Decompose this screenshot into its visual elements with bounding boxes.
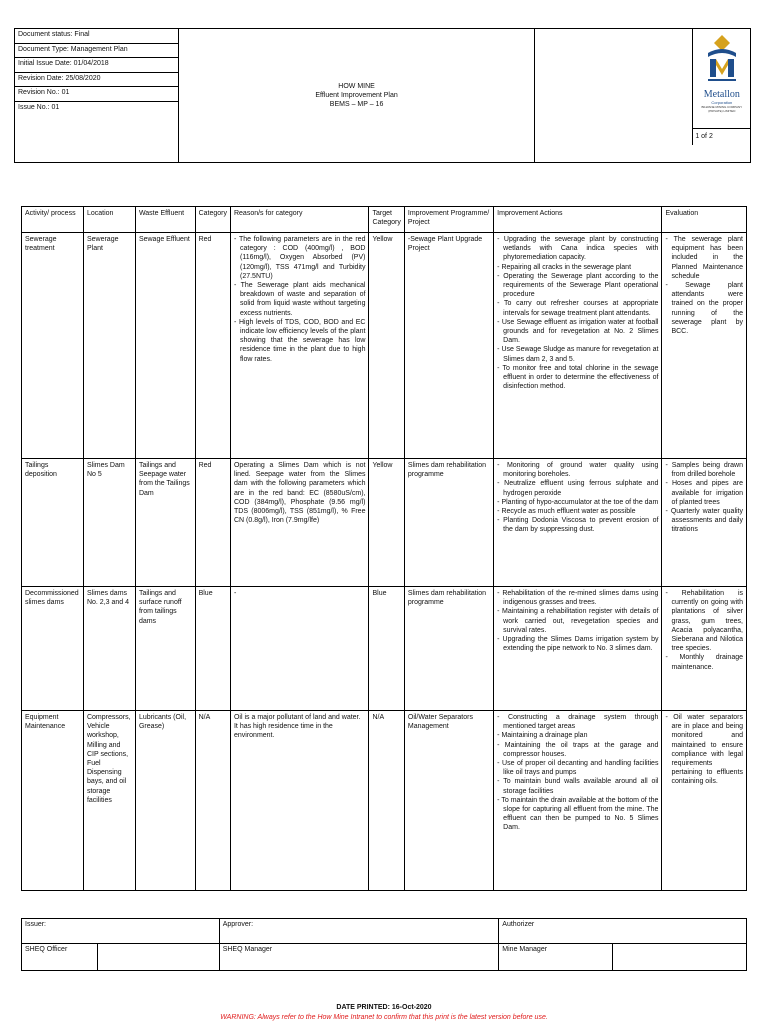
evaluation-cell [662, 233, 747, 459]
reasons-cell [230, 233, 368, 459]
col-location: Location [83, 207, 135, 233]
action-item: - Use of proper oil decanting and handling facilities like oil trays and pumps [497, 759, 658, 777]
action-item: - Use Sewage Sludge as manure for revegetation at Slimes dam 2, 3 and 5. [497, 345, 658, 363]
action-item: - To monitor free and total chlorine in the sewage effluent in order to determine the effectiveness of disinfection method. [497, 364, 658, 392]
action-item: - Neutralize effluent using ferrous sulphate and hydrogen peroxide [497, 479, 658, 497]
actions-cell [494, 233, 662, 459]
initial-issue-date: Initial Issue Date: 01/04/2018 [15, 58, 179, 73]
metallon-logo-icon [700, 33, 744, 91]
action-item: - Use Sewage effluent as irrigation water at football grounds and for revegetation at No. 2 Slimes Dam. [497, 318, 658, 346]
location-cell: Slimes dams No. 2,3 and 4 [83, 587, 135, 711]
revision-no: Revision No.: 01 [15, 87, 179, 102]
col-reasons: Reason/s for category [230, 207, 368, 233]
category-cell: Red [195, 233, 230, 459]
document-type: Document Type: Management Plan [15, 43, 179, 58]
issuer-role: SHEQ Officer [22, 944, 98, 971]
target-cell: Yellow [369, 459, 404, 587]
actions-cell [494, 711, 662, 891]
authorizer-label: Authorizer [499, 919, 747, 944]
version-warning: WARNING: Always refer to the How Mine Intranet to confirm that this print is the latest version before use. [220, 1014, 548, 1021]
document-title [178, 29, 535, 163]
document-status: Document status: Final [15, 29, 179, 44]
activity-cell: Decommissioned slimes dams [22, 587, 84, 711]
col-activity: Activity/ process [22, 207, 84, 233]
evaluation-item: - The sewerage plant equipment has been included in the Planned Maintenance schedule [665, 235, 743, 281]
evaluation-item: - Samples being drawn from drilled borehole [665, 461, 743, 479]
action-item: - Operating the Sewerage plant according to the requirements of the Sewerage Plant operational procedure [497, 272, 658, 300]
action-item: - Maintaining a rehabilitation register with details of work carried out, revegetation species and survival rates. [497, 607, 658, 635]
location-cell: Slimes Dam No 5 [83, 459, 135, 587]
reasons-cell: Oil is a major pollutant of land and water. It has high residence time in the environment. [230, 711, 368, 891]
evaluation-item: - Oil water separators are in place and being monitored and maintained to ensure compliance with legal requirements pertaining to effluents containing oils. [665, 713, 743, 787]
authorizer-role: Mine Manager [499, 944, 613, 971]
issuer-label: Issuer: [22, 919, 220, 944]
reasons-cell: - [230, 587, 368, 711]
category-cell: N/A [195, 711, 230, 891]
document-header [14, 28, 751, 163]
issue-no: Issue No.: 01 [15, 101, 179, 162]
action-item: - To maintain the drain available at the bottom of the slope for capturing all effluent from the mine. The effluent can then be pumped to No. 5 Slimes Dam. [497, 796, 658, 833]
logo-area [535, 29, 751, 163]
action-item: - To carry out refresher courses at appropriate intervals for sewage treatment plant attendants. [497, 299, 658, 317]
action-item: - Planting of hypo-accumulator at the toe of the dam [497, 498, 658, 507]
plan-code: BEMS – MP – 16 [329, 100, 384, 108]
logo-sub: Corporation [711, 100, 733, 105]
location-cell: Sewerage Plant [83, 233, 135, 459]
action-item: - Upgrading the sewerage plant by constructing wetlands with Cana indica species with phytoremediation capacity. [497, 235, 658, 263]
logo-company: BILWANE MINING COMPANY (PRIVATE) LIMITED [701, 105, 743, 113]
evaluation-item: - Rehabilitation is currently on going with plantations of silver grass, gum trees, Acacia polyacantha, Sieberana and Nilotica tree species. [665, 589, 743, 653]
evaluation-cell [662, 459, 747, 587]
action-item: - Constructing a drainage system through mentioned target areas [497, 713, 658, 731]
action-item: - Repairing all cracks in the sewerage plant [497, 263, 658, 272]
action-item: - Recycle as much effluent water as possible [497, 507, 658, 516]
evaluation-item: - Quarterly water quality assessments and daily titrations [665, 507, 743, 535]
activity-cell: Tailings deposition [22, 459, 84, 587]
evaluation-item: - Monthly drainage maintenance. [665, 653, 743, 671]
action-item: - Maintaining the oil traps at the garage and compressor houses. [497, 741, 658, 759]
reason-item: - The following parameters are in the red category : COD (400mg/l) , BOD (116mg/l), Oxygen Absorbed (PV) (120mg/l), TSS 471mg/l and Turbidity (27.5NTU) [234, 235, 365, 281]
actions-cell [494, 459, 662, 587]
programme-cell: Oil/Water Separators Management [404, 711, 493, 891]
date-printed: DATE PRINTED: 16-Oct-2020 [336, 1004, 432, 1011]
waste-cell: Sewage Effluent [135, 233, 195, 459]
target-cell: Blue [369, 587, 404, 711]
programme-cell: Slimes dam rehabilitation programme [404, 587, 493, 711]
action-item: - Monitoring of ground water quality using monitoring boreholes. [497, 461, 658, 479]
approver-label: Approver: [219, 919, 499, 944]
table-row [22, 459, 747, 587]
evaluation-item: - Hoses and pipes are available for irrigation of planted trees [665, 479, 743, 507]
action-item: - Planting Dodonia Viscosa to prevent erosion of the dam by suppressing dust. [497, 516, 658, 534]
logo-box [692, 29, 750, 145]
table-header-row [22, 207, 747, 233]
category-cell: Red [195, 459, 230, 587]
col-target-category: Target Category [369, 207, 404, 233]
revision-date: Revision Date: 25/08/2020 [15, 72, 179, 87]
logo-name: Metallon [703, 89, 740, 100]
col-evaluation: Evaluation [662, 207, 747, 233]
location-cell: Compressors, Vehicle workshop, Milling and CIP sections, Fuel Dispensing bays, and oil storage facilities [83, 711, 135, 891]
action-item: - Upgrading the Slimes Dams irrigation system by extending the pipe network to No. 3 slimes dam. [497, 635, 658, 653]
programme-cell: -Sewage Plant Upgrade Project [404, 233, 493, 459]
effluent-improvement-table [21, 206, 747, 891]
action-item: - Maintaining a drainage plan [497, 731, 658, 740]
table-row [22, 587, 747, 711]
waste-cell: Lubricants (Oil, Grease) [135, 711, 195, 891]
action-item: - Rehabilitation of the re-mined slimes dams using indigenous grasses and trees. [497, 589, 658, 607]
target-cell: N/A [369, 711, 404, 891]
approver-role: SHEQ Manager [219, 944, 499, 971]
target-cell: Yellow [369, 233, 404, 459]
signoff-table [21, 918, 747, 971]
reason-item: - High levels of TDS, COD, BOD and EC indicate low efficiency levels of the plant showing that the sewerage has low residence time in the plant due to high flow rates. [234, 318, 365, 364]
mine-name: HOW MINE [338, 82, 375, 90]
col-improvement-actions: Improvement Actions [494, 207, 662, 233]
page-number: 1 of 2 [693, 128, 750, 145]
evaluation-cell [662, 587, 747, 711]
waste-cell: Tailings and Seepage water from the Tailings Dam [135, 459, 195, 587]
waste-cell: Tailings and surface runoff from tailings dams [135, 587, 195, 711]
activity-cell: Sewerage treatment [22, 233, 84, 459]
plan-name: Effluent Improvement Plan [315, 91, 398, 99]
actions-cell [494, 587, 662, 711]
programme-cell: Slimes dam rehabilitation programme [404, 459, 493, 587]
category-cell: Blue [195, 587, 230, 711]
authorizer-signature [613, 944, 747, 971]
col-waste-effluent: Waste Effluent [135, 207, 195, 233]
reason-item: - The Sewerage plant aids mechanical breakdown of waste and separation of solid from liquid waste without targeting excess nutrients. [234, 281, 365, 318]
action-item: - To maintain bund walls available around all oil storage facilities [497, 777, 658, 795]
table-row [22, 711, 747, 891]
table-row [22, 233, 747, 459]
evaluation-item: - Sewage plant attendants were trained on the proper running of the sewerage plant by BCC. [665, 281, 743, 336]
reasons-cell: Operating a Slimes Dam which is not lined. Seepage water from the Slimes dam with the following parameters which are in the red band: EC (8580uS/cm), COD (384mg/l), Phosphate (9.56 mg/l) TDS (8006mg/l), TSS (851mg/l), % Free CN (0.8g/l), Iron (7.9mg/lfe) [230, 459, 368, 587]
col-improvement-programme: Improvement Programme/ Project [404, 207, 493, 233]
col-category: Category [195, 207, 230, 233]
issuer-signature [97, 944, 219, 971]
evaluation-cell [662, 711, 747, 891]
activity-cell: Equipment Maintenance [22, 711, 84, 891]
